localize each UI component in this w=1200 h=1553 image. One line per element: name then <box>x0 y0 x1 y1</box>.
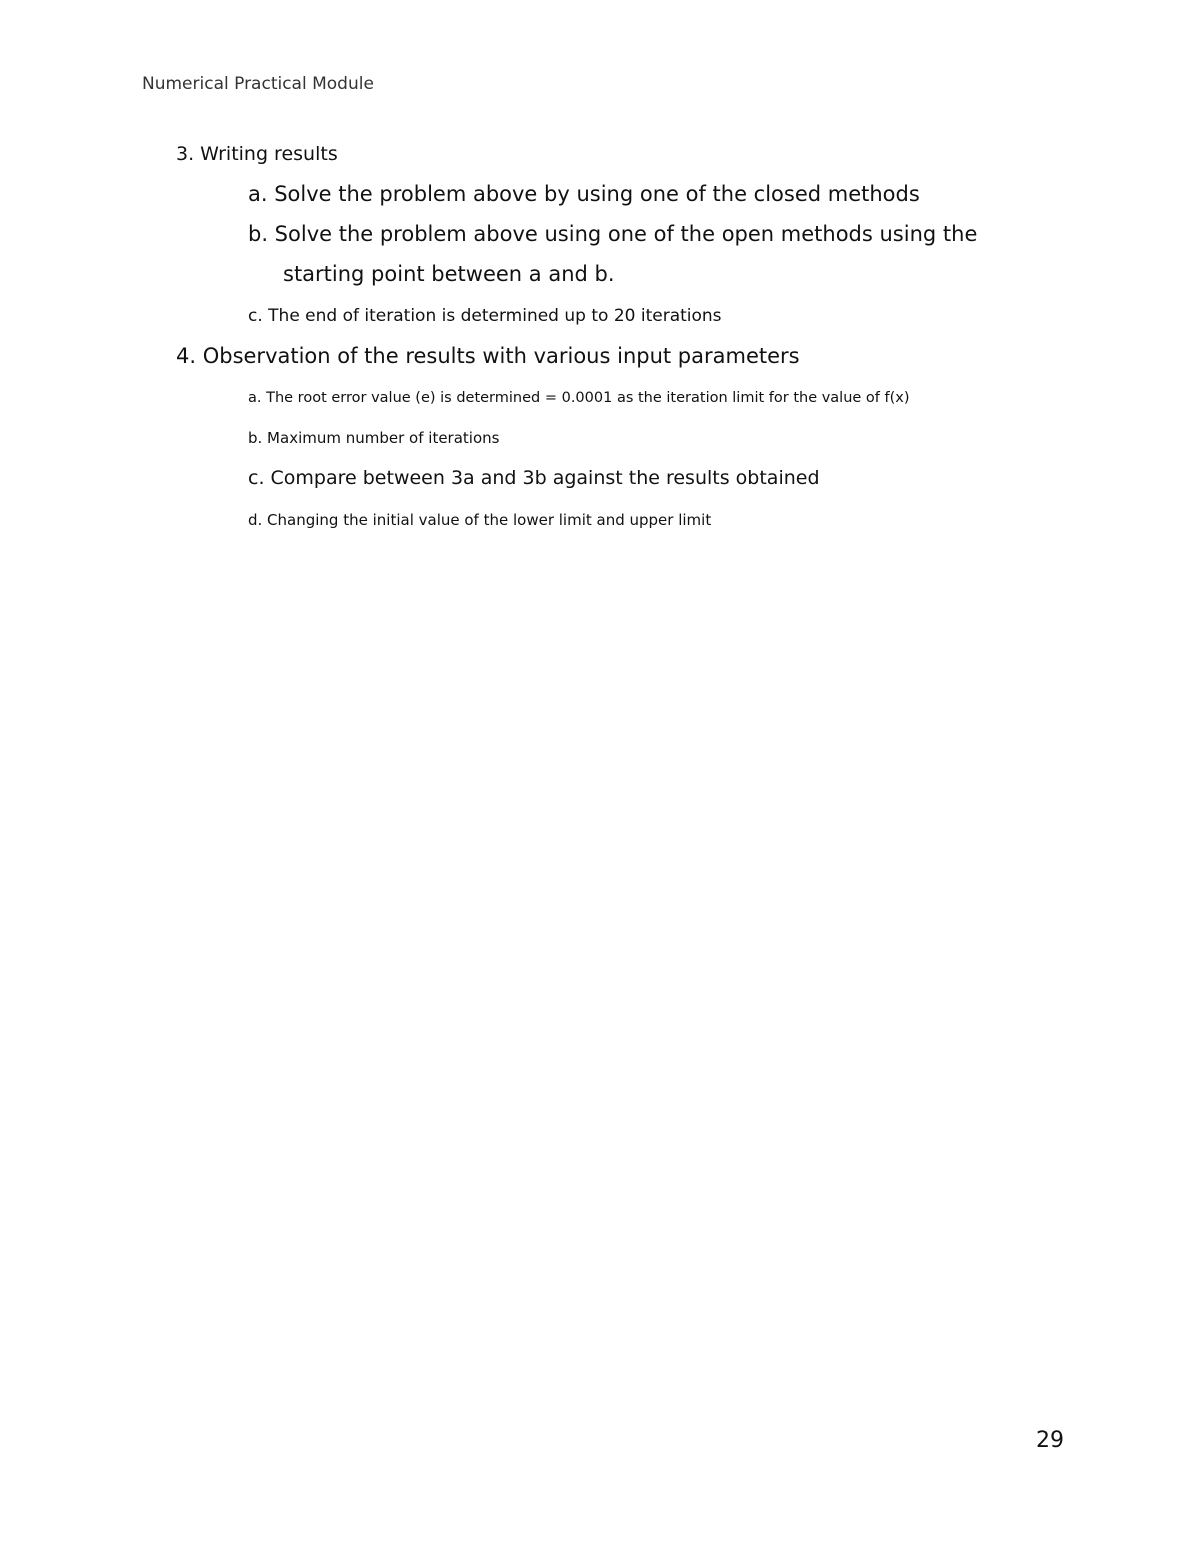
section-4-item-d: d. Changing the initial value of the lower limit and upper limit <box>248 511 712 529</box>
section-3-heading: 3. Writing results <box>176 143 338 165</box>
section-3-item-b-continuation: starting point between a and b. <box>283 262 615 286</box>
page-number: 29 <box>1036 1428 1064 1453</box>
section-3-item-c: c. The end of iteration is determined up to 20 iterations <box>248 306 722 326</box>
section-4-item-c: c. Compare between 3a and 3b against the results obtained <box>248 467 820 489</box>
running-header: Numerical Practical Module <box>142 74 374 94</box>
section-4-heading: 4. Observation of the results with various input parameters <box>176 344 800 368</box>
section-3-item-a: a. Solve the problem above by using one of the closed methods <box>248 182 920 206</box>
section-4-item-b: b. Maximum number of iterations <box>248 429 500 447</box>
section-4-item-a: a. The root error value (e) is determined = 0.0001 as the iteration limit for the value of f(x) <box>248 390 910 406</box>
section-3-item-b: b. Solve the problem above using one of the open methods using the <box>248 222 978 246</box>
